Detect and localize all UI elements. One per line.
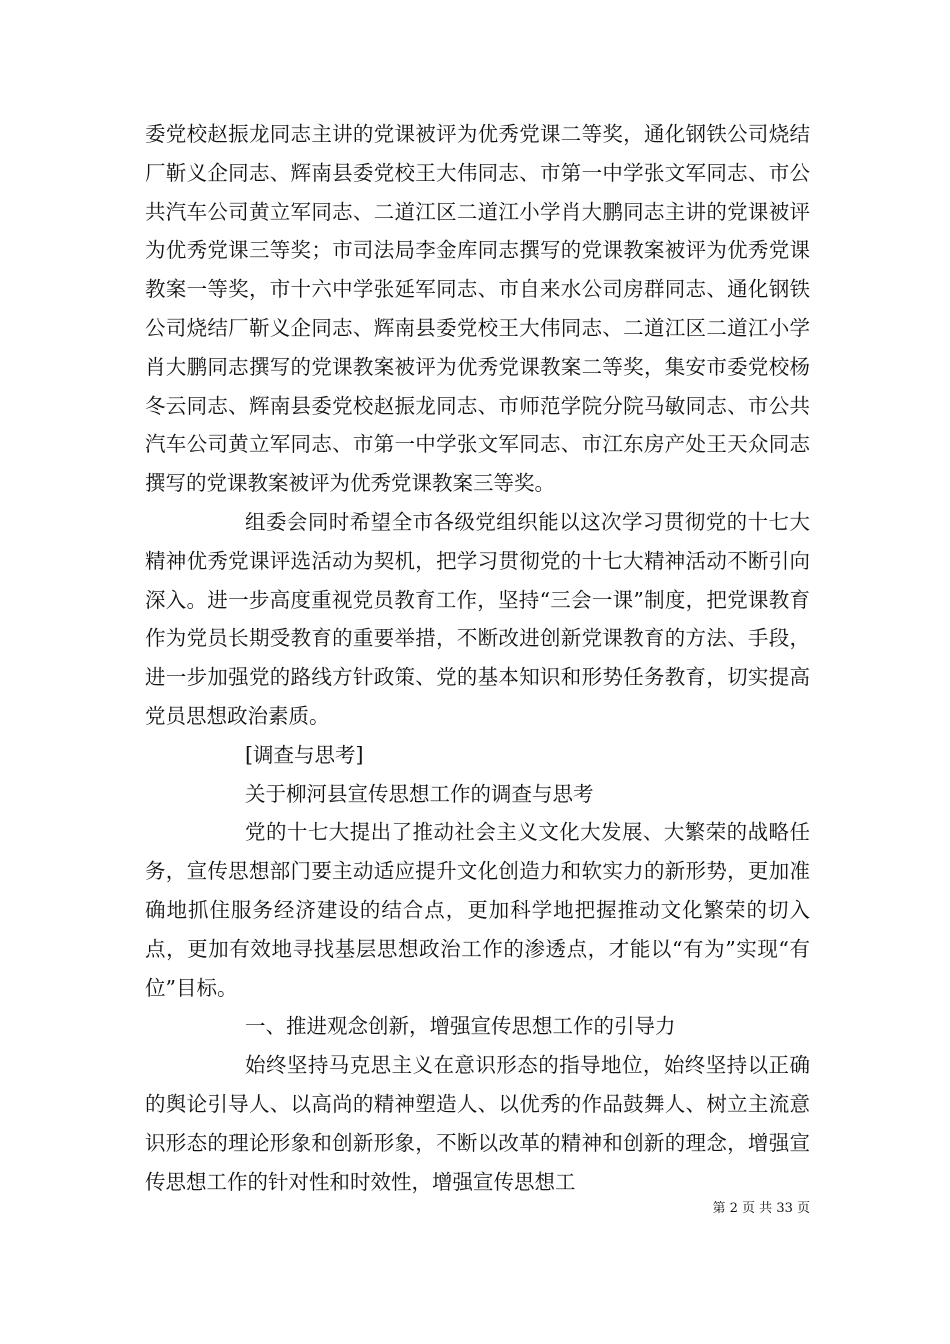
paragraph-section-1: 始终坚持马克思主义在意识形态的指导地位，始终坚持以正确的舆论引导人、以高尚的精神塑造人、以优秀的作品鼓舞人、树立主流意识形态的理论形象和创新形象，不断以改革的精神和创新的理念，增强宣传思想工作的针对性和时效性，增强宣传思想工 — [145, 1053, 810, 1194]
paragraph-award-list-continued: 委党校赵振龙同志主讲的党课被评为优秀党课二等奖，通化钢铁公司烧结厂靳义企同志、辉南县委党校王大伟同志、市第一中学张文军同志、市公共汽车公司黄立军同志、二道江区二道江小学肖大鹏同志主讲的党课被评为优秀党课三等奖；市司法局李金库同志撰写的党课教案被评为优秀党课教案一等奖，市十六中学张延军同志、市自来水公司房群同志、通化钢铁公司烧结厂靳义企同志、辉南县委党校王大伟同志、二道江区二道江小学肖大鹏同志撰写的党课教案被评为优秀党课教案二等奖，集安市委党校杨冬云同志、辉南县委党校赵振龙同志、市师范学院分院马敏同志、市公共汽车公司黄立军同志、市第一中学张文军同志、市江东房产处王天众同志撰写的党课教案被评为优秀党课教案三等奖。 — [145, 122, 810, 496]
page-number: 第 2 页 共 33 页 — [712, 1201, 810, 1216]
article-title: 关于柳河县宣传思想工作的调查与思考 — [245, 781, 594, 806]
section-label-survey: [调查与思考] — [245, 742, 364, 767]
document-body — [145, 115, 810, 1201]
paragraph-committee-hope: 组委会同时希望全市各级党组织能以这次学习贯彻党的十七大精神优秀党课评选活动为契机，把学习贯彻党的十七大精神活动不断引向深入。进一步高度重视党员教育工作，坚持“三会一课”制度，把党课教育作为党员长期受教育的重要举措，不断改进创新党课教育的方法、手段，进一步加强党的路线方针政策、党的基本知识和形势任务教育，切实提高党员思想政治素质。 — [145, 509, 810, 728]
paragraph-intro: 党的十七大提出了推动社会主义文化大发展、大繁荣的战略任务，宣传思想部门要主动适应提升文化创造力和软实力的新形势，更加准确地抓住服务经济建设的结合点，更加科学地把握推动文化繁荣的切入点，更加有效地寻找基层思想政治工作的渗透点，才能以“有为”实现“有位”目标。 — [145, 820, 810, 1000]
section-heading-1: 一、推进观念创新，增强宣传思想工作的引导力 — [245, 1014, 676, 1039]
